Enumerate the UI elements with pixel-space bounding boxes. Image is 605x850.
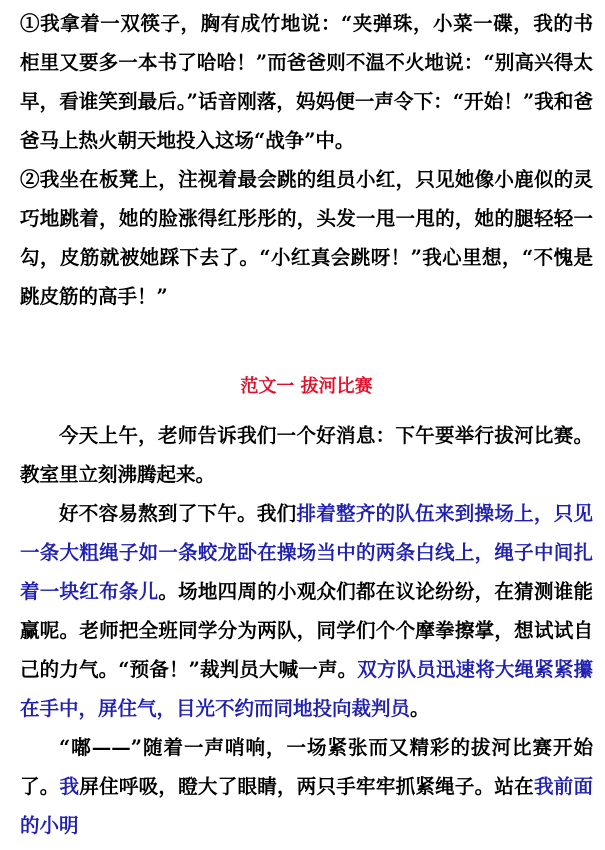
text-run: 。场地四周的小观众们都在议论纷纷，在猜测谁能赢呢。老师把全班同学分为两队，同学们个个摩拳擦掌，想试试自己的力气。“预备！”裁判员大喊一声。	[20, 580, 593, 681]
essay-paragraph-1: 今天上午，老师告诉我们一个好消息：下午要举行拔河比赛。教室里立刻沸腾起来。	[20, 424, 593, 486]
text-run: 。	[410, 697, 430, 720]
excerpt-paragraph-2: ②我坐在板凳上，注视着最会跳的组员小红，只见她像小鹿似的灵巧地跳着，她的脸涨得红彤彤的，头发一甩一甩的，她的腿轻轻一勾，皮筋就被她踩下去了。“小红真会跳呀！”我心里想，“不愧是跳皮筋的高手！”	[20, 168, 593, 308]
highlighted-phrase: 我	[59, 775, 80, 798]
excerpt-paragraph-1: ①我拿着一双筷子，胸有成竹地说：“夹弹珠，小菜一碟，我的书柜里又要多一本书了哈哈！”而爸爸则不温不火地说：“别高兴得太早，看谁笑到最后。”话音刚落，妈妈便一声令下：“开始！”我和爸爸马上热火朝天地投入这场“战争”中。	[20, 12, 593, 152]
essay-paragraph-2	[20, 494, 593, 728]
text-run: 好不容易熬到了下午。我们	[59, 502, 297, 525]
highlighted-phrase: 双方队员迅速将大绳紧紧攥在手中，屏住气，目光不约而同地投向裁判员	[20, 658, 593, 720]
text-run: “嘟——”随着一声哨响，一场紧张而又精彩的拔河比赛开始了。	[20, 736, 593, 798]
text-run: 屏住呼吸，瞪大了眼睛，两只手牢牢抓紧绳子。站在	[79, 775, 534, 798]
essay-paragraph-3	[20, 728, 593, 845]
highlighted-phrase: 我前面的小明	[20, 775, 593, 837]
highlighted-phrase: 排着整齐的队伍来到操场上，只见一条大粗绳子如一条蛟龙卧在操场当中的两条白线上，绳子中间扎着一块红布条儿	[20, 502, 593, 603]
essay-title: 范文一 拔河比赛	[240, 376, 373, 397]
